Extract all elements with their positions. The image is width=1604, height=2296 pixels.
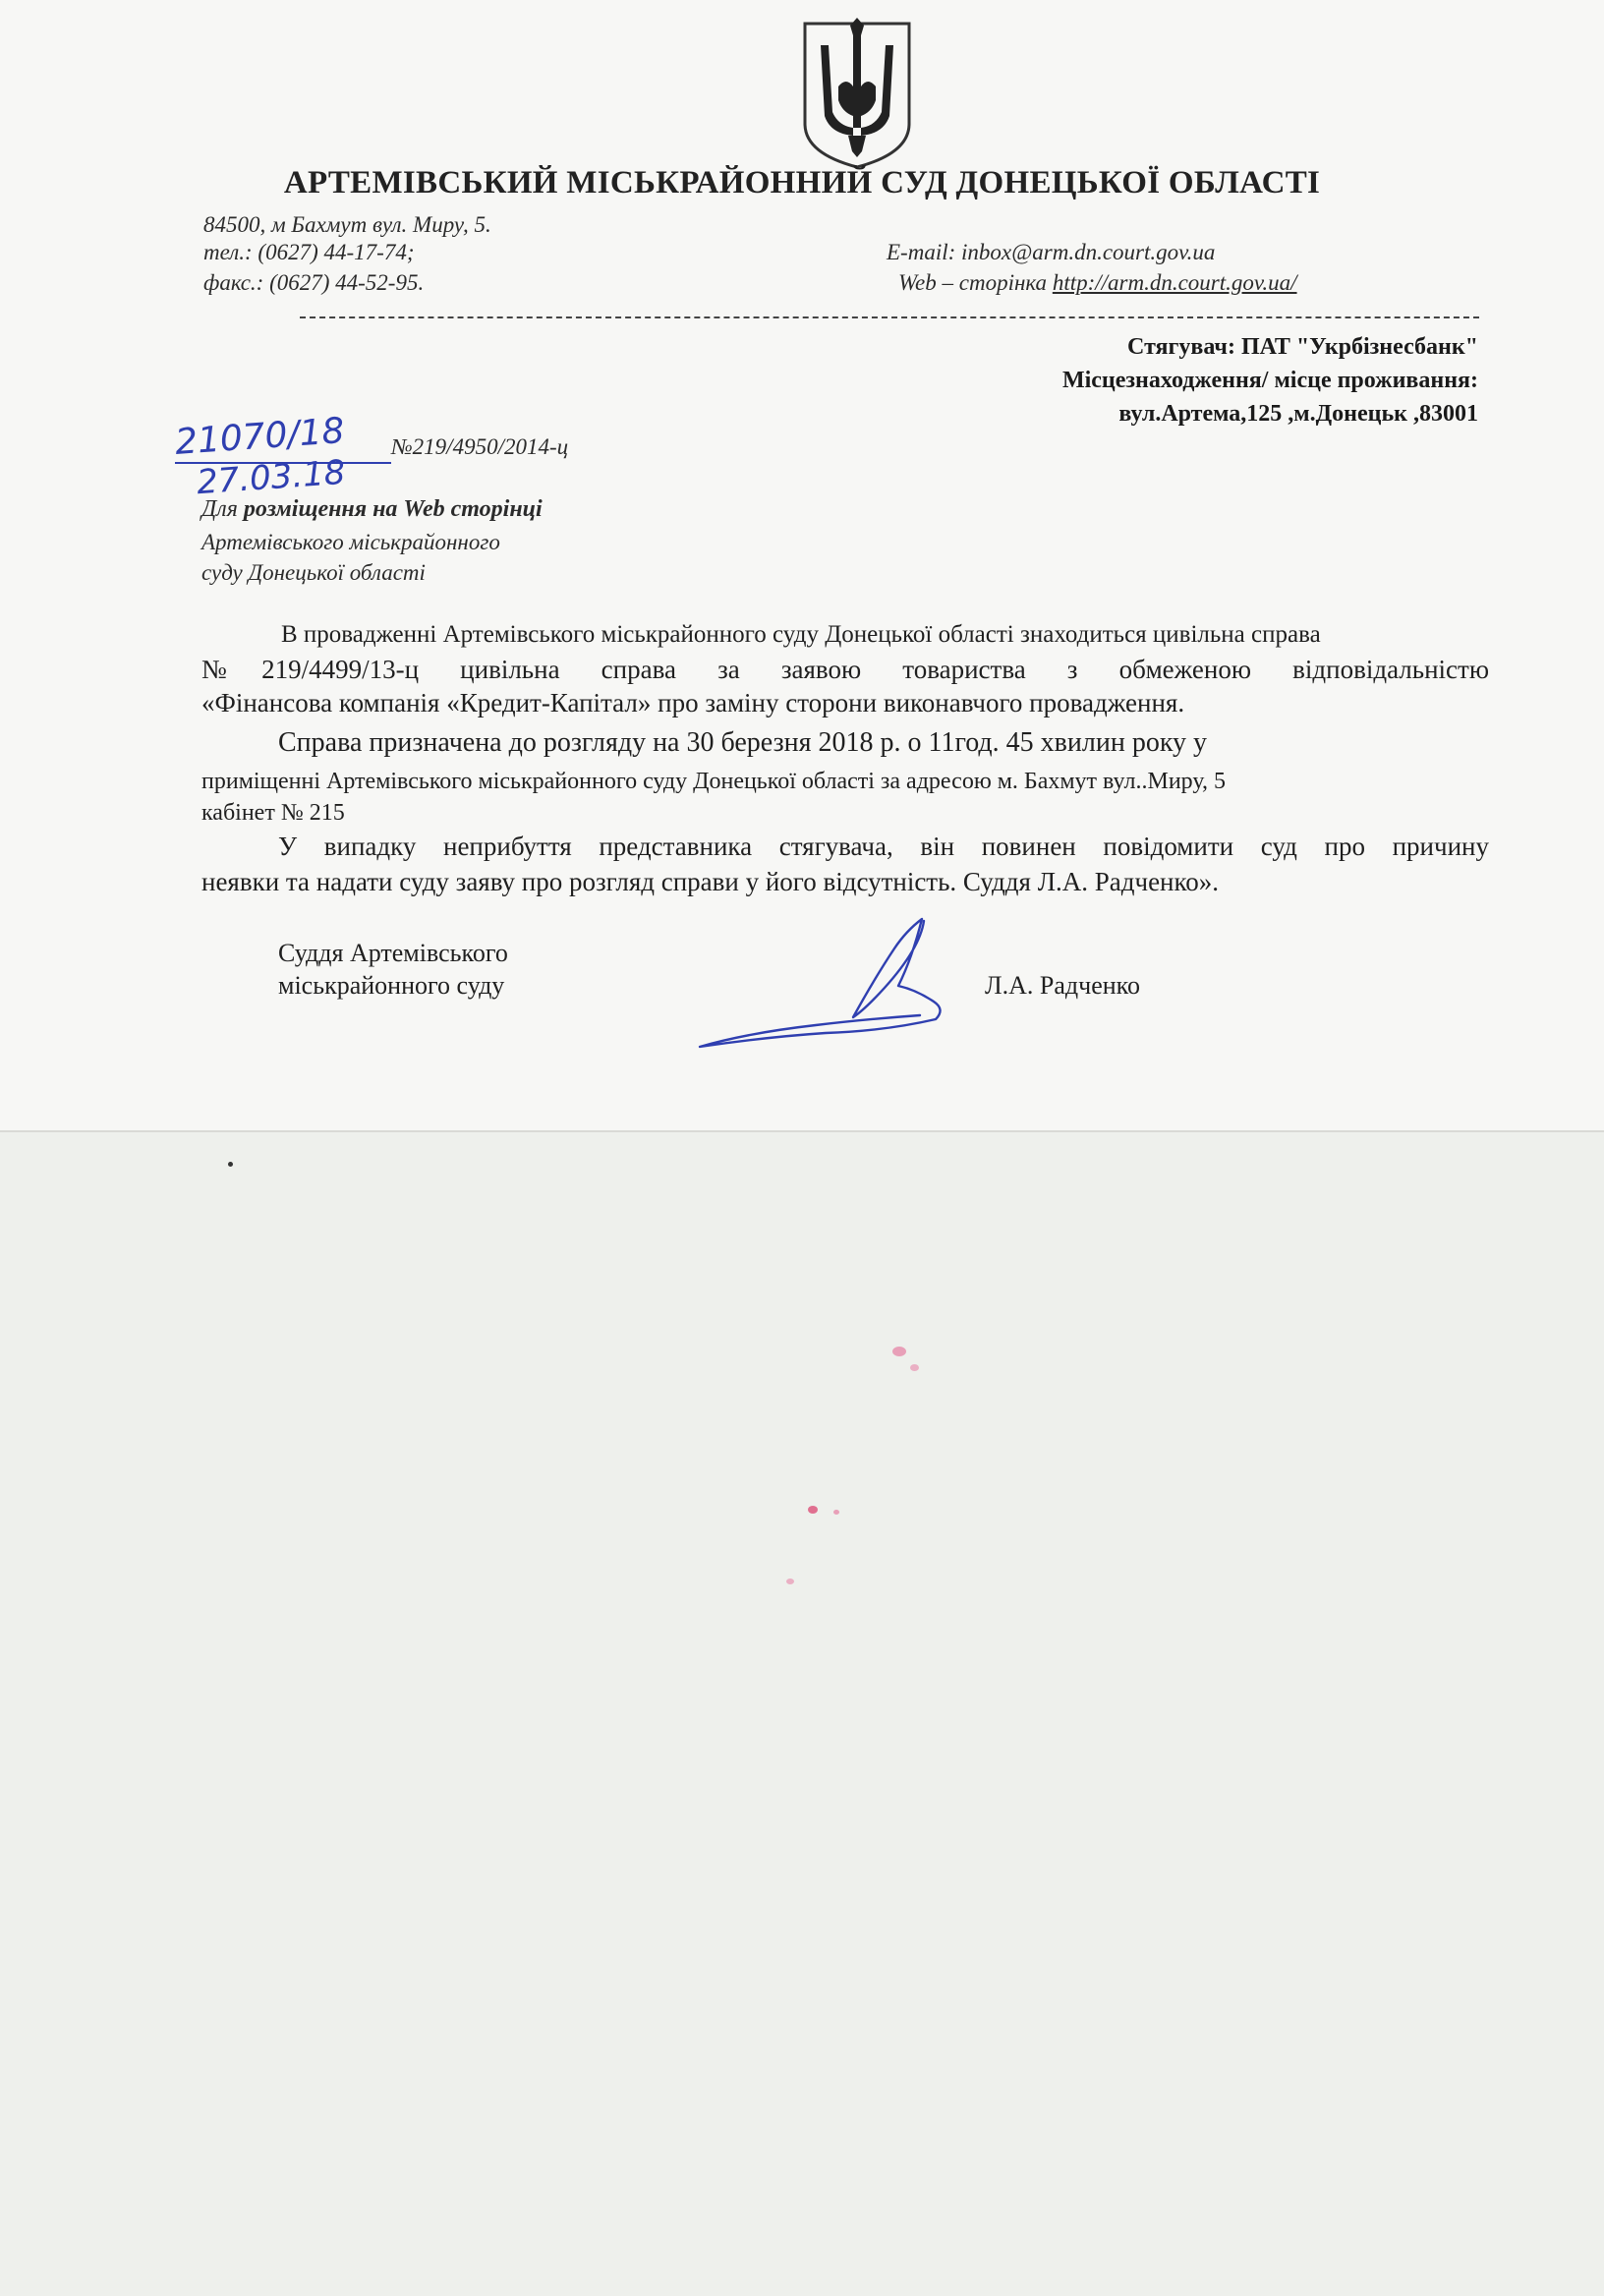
stamp-residue-5 — [786, 1578, 794, 1584]
body-p3-line2: неявки та надати суду заяву про розгляд справи у його відсутність. Суддя Л.А. Радченко». — [201, 867, 1220, 896]
placement-bold: розміщення на Web сторінці — [243, 496, 543, 522]
court-address: 84500, м Бахмут вул. Миру, 5. — [203, 212, 491, 237]
body-p2-line1: Справа призначена до розгляду на 30 березня 2018 р. о 11год. 45 хвилин року у — [278, 727, 1208, 758]
recipient-creditor: Стягувач: ПАТ "Укрбізнесбанк" — [1127, 334, 1478, 360]
stamp-residue-2 — [910, 1364, 919, 1371]
court-name: АРТЕМІВСЬКИЙ МІСЬКРАЙОННИЙ СУД ДОНЕЦЬКОЇ ОБЛАСТІ — [283, 165, 1321, 201]
judge-title-line2: міськрайонного суду — [278, 971, 505, 1000]
body-p1-line1: В провадженні Артемівського міськрайонного суду Донецької області знаходиться цивільна справа — [281, 621, 1321, 648]
court-email: E-mail: inbox@arm.dn.court.gov.ua — [887, 240, 1216, 264]
stamp-residue-6 — [228, 1162, 233, 1167]
placement-line-3: суду Донецької області — [201, 560, 426, 585]
stamp-residue-1 — [892, 1347, 906, 1356]
court-web-link[interactable]: http://arm.dn.court.gov.ua/ — [1052, 270, 1297, 295]
stamp-residue-4 — [833, 1510, 839, 1515]
judge-title-line1: Суддя Артемівського — [278, 939, 508, 967]
blank-back-sheet — [0, 1130, 1604, 2296]
court-fax: факс.: (0627) 44-52-95. — [203, 270, 425, 295]
handwritten-reg-date: 27.03.18 — [195, 452, 347, 503]
body-p2-line2: приміщенні Артемівського міськрайонного суду Донецької області за адресою м. Бахмут вул..Миру, 5 — [201, 769, 1226, 794]
header-divider — [300, 316, 1479, 318]
handwritten-reg-number: 21070/18 — [173, 411, 346, 463]
trident-coat-of-arms-icon — [799, 18, 915, 171]
recipient-location-label: Місцезнаходження/ місце проживання: — [1061, 368, 1478, 393]
placement-line-2: Артемівського міськрайонного — [201, 530, 500, 554]
body-p2-line3: кабінет № 215 — [201, 800, 345, 826]
case-number: №219/4950/2014-ц — [391, 434, 569, 459]
court-web-label: Web – сторінка — [898, 270, 1053, 295]
placement-prefix: Для — [201, 496, 244, 522]
recipient-address: вул.Артема,125 ,м.Донецьк ,83001 — [1118, 401, 1478, 427]
body-p1-line2: №219/4499/13-ц цивільна справа за заявою товариства з обмеженою відповідальністю — [201, 655, 1489, 684]
court-phone: тел.: (0627) 44-17-74; — [203, 240, 415, 264]
stamp-residue-3 — [808, 1506, 818, 1514]
court-web — [898, 270, 1297, 296]
handwritten-signature-icon — [688, 909, 983, 1057]
body-p1-line3: «Фінансова компанія «Кредит-Капітал» про заміну сторони виконавчого провадження. — [201, 688, 1185, 718]
judge-name: Л.А. Радченко — [985, 971, 1140, 1000]
body-p3-line1: У випадку неприбуття представника стягувача, він повинен повідомити суд про причину — [278, 832, 1489, 861]
placement-line-1 — [201, 496, 543, 523]
